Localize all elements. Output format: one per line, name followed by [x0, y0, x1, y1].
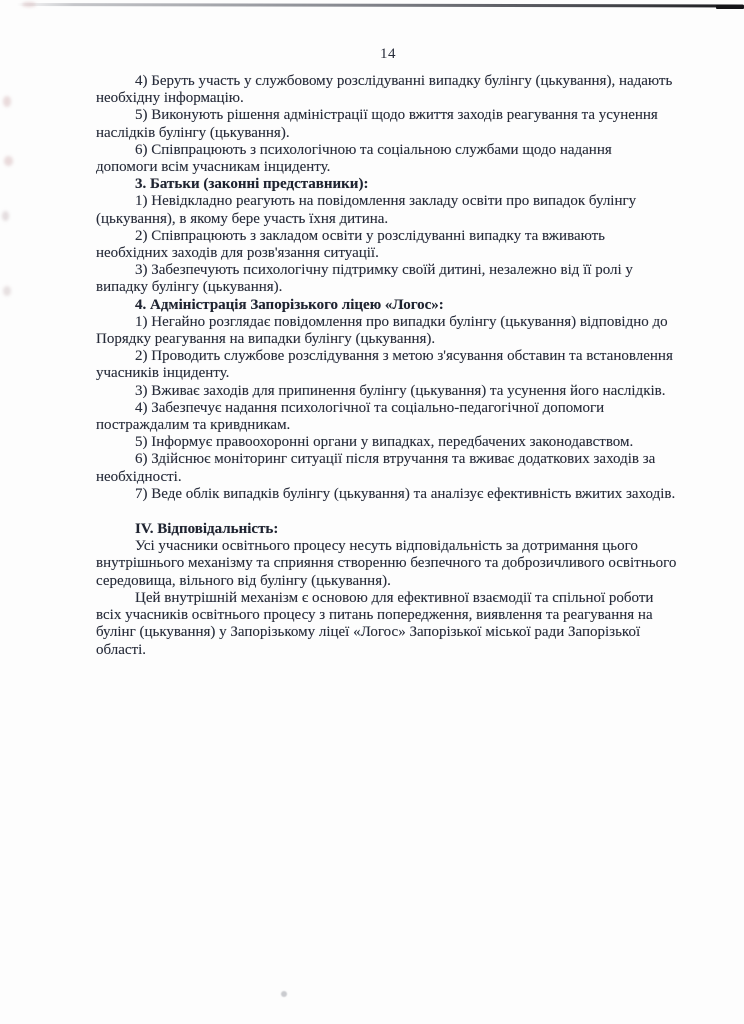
text-line: Усі учасники освітнього процесу несуть відповідальність за дотримання цього: [135, 538, 638, 555]
text-line: всіх учасників освітнього процесу з питань попередження, виявлення та реагування на: [96, 607, 653, 624]
text-line: 3) Забезпечують психологічну підтримку своїй дитині, незалежно від її ролі у: [135, 262, 633, 279]
text-line: 2) Проводить службове розслідування з метою з'ясування обставин та встановлення: [135, 348, 673, 365]
text-line: внутрішнього механізму та сприяння створенню безпечного та доброзичливого освітнього: [96, 555, 677, 572]
body-paragraph: [96, 400, 684, 434]
text-line: 7) Веде облік випадків булінгу (цькування) та аналізує ефективність вжитих заходів.: [135, 485, 676, 502]
body-paragraph: [96, 228, 684, 262]
body-paragraph: [96, 107, 684, 141]
text-line: необхідних заходів для розв'язання ситуації.: [96, 245, 379, 262]
text-line: середовища, вільного від булінгу (цькування).: [96, 572, 391, 589]
body-paragraph: [96, 590, 684, 659]
body-paragraph: [96, 451, 684, 485]
text-line: 6) Здійснює моніторинг ситуації після втручання та вживає додаткових заходів за: [135, 451, 656, 468]
text-line: 3. Батьки (законні представники):: [135, 176, 369, 193]
document-content: [96, 73, 684, 659]
scan-smudge-artifact: [2, 211, 9, 221]
text-line: наслідків булінгу (цькування).: [96, 124, 290, 141]
body-paragraph: [96, 262, 684, 296]
scan-smudge-artifact: [4, 156, 13, 166]
body-paragraph: [96, 73, 684, 107]
text-line: 3) Вживає заходів для припинення булінгу (цькування) та усунення його наслідків.: [135, 382, 666, 399]
text-line: 4) Забезпечує надання психологічної та соціально-педагогічної допомоги: [135, 399, 605, 416]
text-line: Цей внутрішній механізм є основою для ефективної взаємодії та спільної роботи: [135, 589, 654, 606]
body-paragraph: [96, 348, 684, 382]
text-line: 1) Негайно розглядає повідомлення про випадки булінгу (цькування) відповідно до: [135, 313, 668, 330]
body-paragraph: [96, 486, 684, 503]
text-line: 4) Беруть участь у службовому розслідуванні випадку булінгу (цькування), надають: [135, 73, 673, 89]
body-paragraph: [96, 383, 684, 400]
text-line: випадку булінгу (цькування).: [96, 279, 283, 296]
text-line: булінг (цькування) у Запорізькому ліцеї «Логос» Запорізької міської ради Запорізької: [96, 624, 641, 641]
text-line: необхідності.: [96, 468, 182, 485]
text-line: 1) Невідкладно реагують на повідомлення закладу освіти про випадок булінгу: [135, 193, 637, 210]
text-line: 5) Інформує правоохоронні органи у випадках, передбачених законодавством.: [135, 434, 634, 451]
scan-edge-line-artifact: [16, 3, 744, 8]
text-line: Порядку реагування на випадки булінгу (цькування).: [96, 331, 436, 348]
text-line: 4. Адміністрація Запорізького ліцею «Логос»:: [135, 296, 444, 313]
scan-smudge-artifact: [22, 2, 36, 7]
body-paragraph: [96, 314, 684, 348]
section-heading: [96, 521, 684, 538]
scan-speck-artifact: [281, 991, 287, 997]
body-paragraph: [96, 434, 684, 451]
text-line: (цькування), в якому бере участь їхня дитина.: [96, 210, 389, 227]
text-line: 6) Співпрацюють з психологічною та соціальною службами щодо надання: [135, 141, 612, 158]
scan-smudge-artifact: [3, 286, 11, 296]
scan-smudge-artifact: [3, 96, 11, 107]
body-paragraph: [96, 538, 684, 590]
scan-edge-tip-artifact: [716, 5, 744, 9]
text-line: необхідну інформацію.: [96, 90, 244, 107]
body-paragraph: [96, 193, 684, 227]
text-line: учасників інциденту.: [96, 365, 230, 382]
page-number: 14: [380, 46, 396, 62]
text-line: постраждалим та кривдникам.: [96, 417, 291, 434]
text-line: допомоги всім учасникам інциденту.: [96, 159, 331, 176]
section-heading: [96, 297, 684, 314]
text-line: 5) Виконують рішення адміністрації щодо вжиття заходів реагування та усунення: [135, 107, 658, 124]
section-heading: [96, 176, 684, 193]
text-line: області.: [96, 641, 147, 658]
text-line: IV. Відповідальність:: [135, 521, 279, 538]
body-paragraph: [96, 142, 684, 176]
text-line: 2) Співпрацюють з закладом освіти у розслідуванні випадку та вживають: [135, 227, 606, 244]
